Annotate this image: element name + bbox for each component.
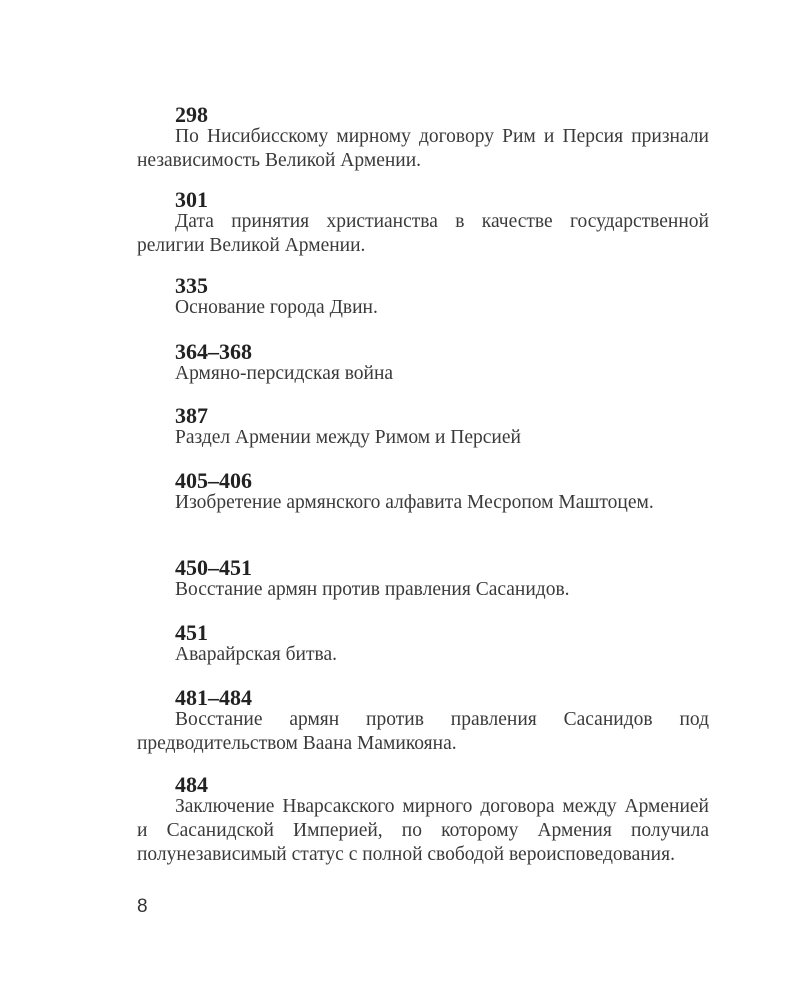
page-number: 8 <box>137 896 148 917</box>
entry-year: 405–406 <box>175 468 252 493</box>
entry-text: Изобретение армянского алфавита Месропом Маштоцем. <box>175 492 654 513</box>
entry-text: Дата принятия христианства в качестве государственной религии Великой Армении. <box>137 211 709 256</box>
entry-text: Раздел Армении между Римом и Персией <box>175 427 521 448</box>
entry-year: 298 <box>175 102 208 127</box>
entry-year: 301 <box>175 187 208 212</box>
entry-year: 364–368 <box>175 339 252 364</box>
entry-text: Заключение Нварсакского мирного договора между Арменией и Сасанидской Империей, по которому Армения получила полунезависимый статус с полной свободой вероисповедования. <box>137 796 709 865</box>
entry-text: Армяно-персидская война <box>175 363 394 384</box>
entry-text: Восстание армян против правления Сасанидов под предводительством Ваана Мамикояна. <box>137 709 709 754</box>
entry-year: 450–451 <box>175 555 252 580</box>
entry-year: 481–484 <box>175 685 252 710</box>
entry-year: 335 <box>175 273 208 298</box>
entry-text: Аварайрская битва. <box>175 644 337 665</box>
entry-year: 484 <box>175 772 208 797</box>
entry-year: 387 <box>175 403 208 428</box>
entry-text: Основание города Двин. <box>175 297 378 318</box>
entry-text: Восстание армян против правления Сасанидов. <box>175 579 570 600</box>
entry-text: По Нисибисскому мирному договору Рим и Персия признали независимость Великой Армении. <box>137 126 709 171</box>
entry-year: 451 <box>175 620 208 645</box>
